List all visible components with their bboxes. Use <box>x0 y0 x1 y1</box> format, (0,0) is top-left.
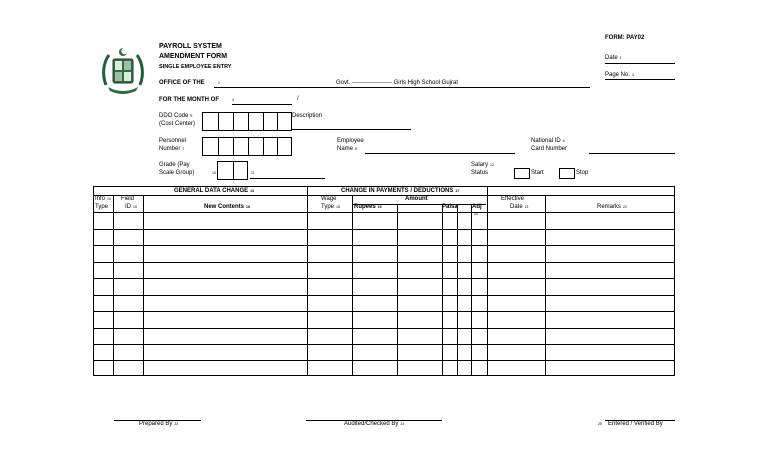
grade-sup-1: 10 <box>212 171 216 175</box>
info-type-header-1: Info 14 <box>95 196 111 202</box>
remarks-header: Remarks 22 <box>597 204 627 210</box>
office-sup: 2 <box>218 81 220 85</box>
field-id-header-2: ID 15 <box>125 204 137 210</box>
ddo-label-2: (Cost Center) <box>159 121 196 127</box>
personnel-number-boxes[interactable] <box>202 137 292 156</box>
grade-label-2: Scale Group) <box>159 170 195 176</box>
new-contents-header: New Contents 16 <box>204 204 250 210</box>
personnel-label-1: Personnel <box>159 138 187 144</box>
form-title-line-3: SINGLE EMPLOYEE ENTRY <box>159 64 232 70</box>
field-id-header-1: Field <box>121 196 135 202</box>
grade-description-field[interactable] <box>250 178 325 179</box>
entered-by-label: Entered / Verified By <box>608 421 663 427</box>
page-no-field[interactable] <box>605 79 675 80</box>
form-title-line-1: PAYROLL SYSTEM <box>159 43 222 50</box>
emblem-icon <box>100 45 146 95</box>
prepared-by-label: Prepared By 23 <box>139 421 179 427</box>
national-id-label-1: National ID 6 <box>531 138 565 144</box>
stop-label: Stop <box>576 170 589 176</box>
employee-label-2: Name 8 <box>337 146 357 152</box>
general-data-change-header: GENERAL DATA CHANGE 13 <box>174 188 255 194</box>
salary-label-1: Salary 12 <box>471 162 494 168</box>
office-label: OFFICE OF THE <box>159 80 205 86</box>
employee-label-1: Employee <box>337 138 364 144</box>
personnel-label-2: Number 7 <box>159 146 185 152</box>
wage-type-header-2: Type 18 <box>321 204 340 210</box>
date-field[interactable] <box>605 63 675 64</box>
rupees-header: Rupees 19 <box>354 204 382 210</box>
adj-header: Adj <box>472 204 482 210</box>
month-sup: 4 <box>232 98 234 102</box>
salary-label-2: Status <box>471 170 489 176</box>
stop-checkbox[interactable] <box>559 168 575 179</box>
audited-by-label: Audited/Checked By 24 <box>344 421 405 427</box>
payments-deductions-header: CHANGE IN PAYMENTS / DEDUCTIONS 17 <box>341 188 460 194</box>
effective-date-header-2: Date 21 <box>510 204 529 210</box>
wage-type-header-1: Wage <box>321 196 337 202</box>
form-id: FORM: PAY02 <box>605 35 645 41</box>
description-field[interactable] <box>292 129 411 130</box>
office-underline <box>214 87 590 88</box>
info-type-header-2: Type <box>95 204 109 210</box>
amount-header: Amount <box>405 196 428 202</box>
page-no-label: Page No. 3 <box>605 72 634 78</box>
national-id-field[interactable] <box>589 153 675 154</box>
effective-date-header-1: Effective <box>501 196 524 202</box>
ddo-code-boxes[interactable] <box>202 112 292 131</box>
paisa-header: Paisa <box>442 204 458 210</box>
grade-boxes[interactable] <box>217 161 248 180</box>
month-separator: / <box>297 96 299 102</box>
grade-sup-2: 11 <box>251 171 255 175</box>
start-label: Start <box>531 170 544 176</box>
month-field[interactable] <box>232 104 292 105</box>
employee-name-field[interactable] <box>365 153 515 154</box>
month-label: FOR THE MONTH OF <box>159 97 219 103</box>
office-value[interactable]: Govt. -------------------- Girls High School Gujrat <box>336 80 458 86</box>
grade-label-1: Grade (Pay <box>159 162 190 168</box>
government-emblem-logo <box>100 45 146 95</box>
description-label: Description <box>292 113 323 119</box>
form-title-line-2: AMENDMENT FORM <box>159 53 228 60</box>
adj-sup: 20 <box>474 212 478 216</box>
amendment-table <box>93 186 675 376</box>
ddo-label-1: DDO Code 5 <box>159 113 193 119</box>
national-id-label-2: Card Number <box>531 146 568 152</box>
start-checkbox[interactable] <box>514 168 530 179</box>
entered-by-sup: 25 <box>598 422 602 426</box>
date-label: Date 1 <box>605 55 622 61</box>
